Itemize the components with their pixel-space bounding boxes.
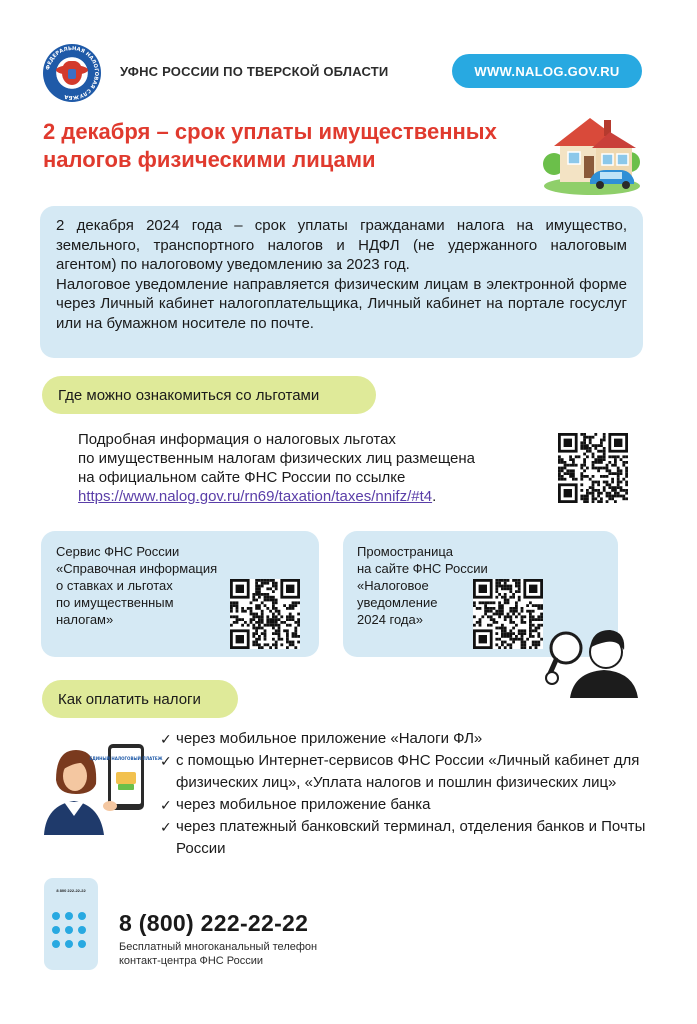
payment-item-text: через мобильное приложение «Налоги ФЛ» bbox=[176, 730, 483, 747]
card-2-line: 2024 года» bbox=[357, 612, 423, 627]
magnifier-person-illustration bbox=[540, 622, 640, 698]
card-2-line: уведомление bbox=[357, 595, 438, 610]
card-1-line: по имущественным bbox=[56, 595, 174, 610]
check-icon: ✓ bbox=[160, 731, 172, 747]
title-line-2: налогов физическими лицами bbox=[43, 147, 376, 172]
benefits-qr-code-icon[interactable] bbox=[558, 433, 628, 503]
hotline-note-line-2: контакт-центра ФНС России bbox=[119, 955, 264, 967]
card-1-line: Сервис ФНС России bbox=[56, 544, 180, 559]
logo-ring-text bbox=[43, 44, 101, 102]
payment-heading: Как оплатить налоги bbox=[42, 680, 238, 718]
benefits-link[interactable]: https://www.nalog.gov.ru/rn69/taxation/taxes/nnifz/#t4 bbox=[78, 488, 433, 505]
card-1-line: о ставках и льготах bbox=[56, 578, 173, 593]
payment-item-text: через платежный банковский терминал, отделения банков и Почты России bbox=[176, 818, 646, 857]
check-icon: ✓ bbox=[160, 797, 172, 813]
benefits-line-3: на официальном сайте ФНС России по ссылке bbox=[78, 469, 406, 486]
list-item bbox=[160, 728, 650, 750]
house-car-illustration bbox=[540, 106, 642, 196]
woman-with-tablet-illustration bbox=[40, 740, 163, 835]
phone-keys bbox=[52, 912, 90, 948]
check-icon: ✓ bbox=[160, 819, 172, 835]
payment-item-text: с помощью Интернет-сервисов ФНС России «Личный кабинет для физических лиц», «Уплата налогов и пошлин физических лиц» bbox=[176, 752, 640, 791]
deadline-info-box bbox=[40, 206, 643, 358]
hotline-note bbox=[119, 940, 379, 968]
phone-screen-number: 8 800 222-22-22 bbox=[56, 888, 86, 893]
info-paragraph-2: Налоговое уведомление направляется физическим лицам в электронной форме через Личный кабинет налогоплательщика, Личный кабинет на портале госуслуг или на бумажном носителе по почте. bbox=[56, 275, 627, 332]
info-paragraph-1: 2 декабря 2024 года – срок уплаты гражданами налога на имущество, земельного, транспортного налогов и НДФЛ (не удержанного налоговым агентом) по налоговому уведомлению за 2023 год. bbox=[56, 217, 627, 273]
benefits-heading: Где можно ознакомиться со льготами bbox=[42, 376, 376, 414]
title-line-1: 2 декабря – срок уплаты имущественных bbox=[43, 119, 497, 144]
svg-text:ФЕДЕРАЛЬНАЯ НАЛОГОВАЯ СЛУЖБА: ФЕДЕРАЛЬНАЯ НАЛОГОВАЯ СЛУЖБА bbox=[45, 45, 100, 101]
site-link-button[interactable]: WWW.NALOG.GOV.RU bbox=[452, 54, 642, 88]
list-item bbox=[160, 794, 650, 816]
benefits-text bbox=[78, 430, 548, 506]
hotline-note-line-1: Бесплатный многоканальный телефон bbox=[119, 941, 318, 953]
service-card-rates-text bbox=[56, 543, 231, 628]
benefits-link-suffix: . bbox=[432, 488, 437, 505]
payment-methods-list bbox=[160, 728, 650, 860]
promo-page-qr-code-icon[interactable] bbox=[473, 579, 543, 649]
card-2-line: «Налоговое bbox=[357, 578, 429, 593]
list-item bbox=[160, 816, 650, 860]
benefits-line-2: по имущественным налогам физических лиц размещена bbox=[78, 450, 476, 467]
card-2-line: на сайте ФНС России bbox=[357, 561, 488, 576]
card-1-line: налогам» bbox=[56, 612, 114, 627]
page-title bbox=[43, 118, 543, 174]
fns-logo bbox=[43, 44, 101, 102]
hotline-phone-number[interactable]: 8 (800) 222-22-22 bbox=[119, 910, 309, 936]
card-2-line: Промостраница bbox=[357, 544, 454, 559]
rates-service-qr-code-icon[interactable] bbox=[230, 579, 300, 649]
tablet-text: ЕДИНЫЙ НАЛОГОВЫЙ ПЛАТЕЖ bbox=[89, 756, 163, 761]
card-1-line: «Справочная информация bbox=[56, 561, 218, 576]
check-icon: ✓ bbox=[160, 753, 172, 769]
payment-item-text: через мобильное приложение банка bbox=[176, 796, 431, 813]
phone-keypad-icon bbox=[44, 878, 98, 970]
benefits-link-row bbox=[78, 487, 548, 506]
benefits-line-1: Подробная информация о налоговых льготах bbox=[78, 431, 396, 448]
org-name: УФНС РОССИИ ПО ТВЕРСКОЙ ОБЛАСТИ bbox=[120, 64, 389, 79]
list-item bbox=[160, 750, 650, 794]
